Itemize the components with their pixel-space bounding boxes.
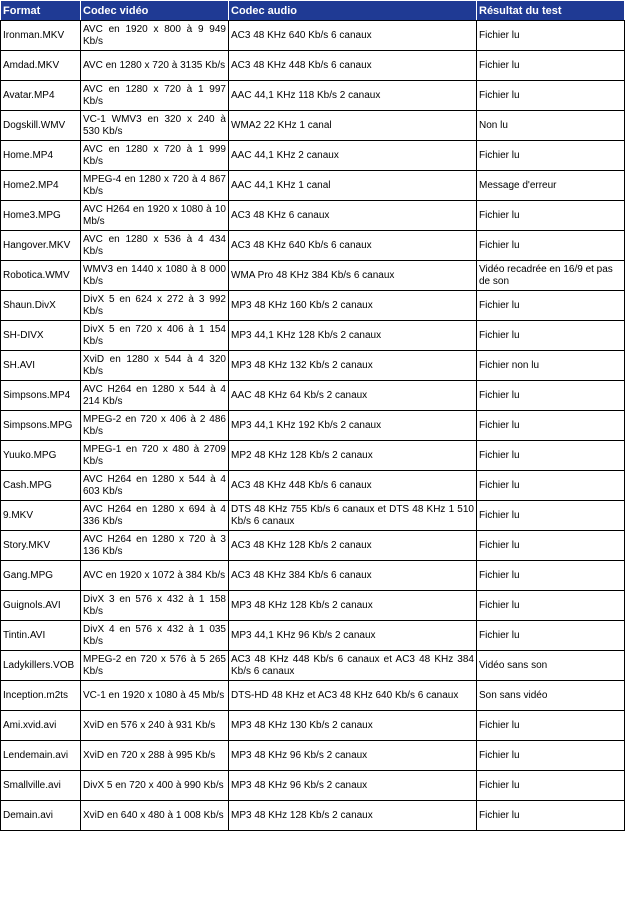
test-result-cell: Fichier lu xyxy=(477,471,625,501)
audio-codec-cell: AC3 48 KHz 128 Kb/s 2 canaux xyxy=(229,531,477,561)
test-result-cell: Fichier lu xyxy=(477,321,625,351)
audio-codec-cell: AAC 44,1 KHz 1 canal xyxy=(229,171,477,201)
header-test-result: Résultat du test xyxy=(477,1,625,21)
audio-codec-cell: AC3 48 KHz 640 Kb/s 6 canaux xyxy=(229,231,477,261)
test-result-cell: Fichier lu xyxy=(477,771,625,801)
video-codec-cell: DivX 4 en 576 x 432 à 1 035 Kb/s xyxy=(81,621,229,651)
test-result-cell: Fichier lu xyxy=(477,381,625,411)
table-row xyxy=(1,741,625,771)
table-row xyxy=(1,771,625,801)
format-cell: Ami.xvid.avi xyxy=(1,711,81,741)
format-cell: Home3.MPG xyxy=(1,201,81,231)
video-codec-cell: MPEG-2 en 720 x 576 à 5 265 Kb/s xyxy=(81,651,229,681)
video-codec-cell: AVC H264 en 1280 x 694 à 4 336 Kb/s xyxy=(81,501,229,531)
test-result-cell: Vidéo recadrée en 16/9 et pas de son xyxy=(477,261,625,291)
test-result-cell: Fichier lu xyxy=(477,501,625,531)
table-row xyxy=(1,351,625,381)
format-cell: Smallville.avi xyxy=(1,771,81,801)
audio-codec-cell: MP2 48 KHz 128 Kb/s 2 canaux xyxy=(229,441,477,471)
table-row xyxy=(1,411,625,441)
audio-codec-cell: AC3 48 KHz 6 canaux xyxy=(229,201,477,231)
table-row xyxy=(1,711,625,741)
test-result-cell: Fichier non lu xyxy=(477,351,625,381)
test-result-cell: Fichier lu xyxy=(477,801,625,831)
format-cell: Home.MP4 xyxy=(1,141,81,171)
format-cell: Shaun.DivX xyxy=(1,291,81,321)
audio-codec-cell: MP3 48 KHz 132 Kb/s 2 canaux xyxy=(229,351,477,381)
video-codec-cell: AVC en 1280 x 720 à 3135 Kb/s xyxy=(81,51,229,81)
audio-codec-cell: MP3 48 KHz 128 Kb/s 2 canaux xyxy=(229,801,477,831)
video-codec-cell: XviD en 640 x 480 à 1 008 Kb/s xyxy=(81,801,229,831)
test-result-cell: Fichier lu xyxy=(477,291,625,321)
video-codec-cell: XviD en 720 x 288 à 995 Kb/s xyxy=(81,741,229,771)
test-result-cell: Son sans vidéo xyxy=(477,681,625,711)
format-cell: Yuuko.MPG xyxy=(1,441,81,471)
table-row xyxy=(1,801,625,831)
table-row xyxy=(1,501,625,531)
test-result-cell: Fichier lu xyxy=(477,81,625,111)
audio-codec-cell: AC3 48 KHz 384 Kb/s 6 canaux xyxy=(229,561,477,591)
format-cell: Story.MKV xyxy=(1,531,81,561)
table-row xyxy=(1,591,625,621)
video-codec-cell: AVC H264 en 1280 x 544 à 4 603 Kb/s xyxy=(81,471,229,501)
table-row xyxy=(1,81,625,111)
format-cell: Amdad.MKV xyxy=(1,51,81,81)
test-result-cell: Fichier lu xyxy=(477,711,625,741)
video-codec-cell: AVC en 1280 x 536 à 4 434 Kb/s xyxy=(81,231,229,261)
audio-codec-cell: MP3 44,1 KHz 192 Kb/s 2 canaux xyxy=(229,411,477,441)
test-result-cell: Fichier lu xyxy=(477,621,625,651)
test-result-cell: Fichier lu xyxy=(477,561,625,591)
video-codec-cell: AVC en 1920 x 800 à 9 949 Kb/s xyxy=(81,21,229,51)
video-codec-cell: XviD en 576 x 240 à 931 Kb/s xyxy=(81,711,229,741)
test-result-cell: Fichier lu xyxy=(477,51,625,81)
audio-codec-cell: AC3 48 KHz 448 Kb/s 6 canaux et AC3 48 KHz 384 Kb/s 6 canaux xyxy=(229,651,477,681)
format-cell: Cash.MPG xyxy=(1,471,81,501)
audio-codec-cell: AC3 48 KHz 640 Kb/s 6 canaux xyxy=(229,21,477,51)
video-codec-cell: XviD en 1280 x 544 à 4 320 Kb/s xyxy=(81,351,229,381)
table-row xyxy=(1,291,625,321)
audio-codec-cell: DTS 48 KHz 755 Kb/s 6 canaux et DTS 48 KHz 1 510 Kb/s 6 canaux xyxy=(229,501,477,531)
audio-codec-cell: AAC 44,1 KHz 2 canaux xyxy=(229,141,477,171)
test-result-cell: Fichier lu xyxy=(477,201,625,231)
test-result-cell: Message d'erreur xyxy=(477,171,625,201)
table-row xyxy=(1,471,625,501)
format-cell: Ladykillers.VOB xyxy=(1,651,81,681)
video-codec-cell: VC-1 en 1920 x 1080 à 45 Mb/s xyxy=(81,681,229,711)
video-codec-cell: AVC en 1280 x 720 à 1 997 Kb/s xyxy=(81,81,229,111)
table-row xyxy=(1,621,625,651)
table-body xyxy=(1,21,625,831)
audio-codec-cell: WMA Pro 48 KHz 384 Kb/s 6 canaux xyxy=(229,261,477,291)
audio-codec-cell: DTS-HD 48 KHz et AC3 48 KHz 640 Kb/s 6 canaux xyxy=(229,681,477,711)
audio-codec-cell: AAC 48 KHz 64 Kb/s 2 canaux xyxy=(229,381,477,411)
audio-codec-cell: MP3 48 KHz 96 Kb/s 2 canaux xyxy=(229,771,477,801)
table-row xyxy=(1,531,625,561)
audio-codec-cell: AAC 44,1 KHz 118 Kb/s 2 canaux xyxy=(229,81,477,111)
video-codec-cell: MPEG-1 en 720 x 480 à 2709 Kb/s xyxy=(81,441,229,471)
format-cell: SH-DIVX xyxy=(1,321,81,351)
test-result-cell: Non lu xyxy=(477,111,625,141)
test-result-cell: Fichier lu xyxy=(477,741,625,771)
table-row xyxy=(1,21,625,51)
table-row xyxy=(1,201,625,231)
format-cell: Dogskill.WMV xyxy=(1,111,81,141)
format-cell: 9.MKV xyxy=(1,501,81,531)
table-row xyxy=(1,381,625,411)
video-codec-cell: MPEG-4 en 1280 x 720 à 4 867 Kb/s xyxy=(81,171,229,201)
test-result-cell: Fichier lu xyxy=(477,231,625,261)
format-cell: Guignols.AVI xyxy=(1,591,81,621)
table-row xyxy=(1,141,625,171)
video-codec-cell: AVC H264 en 1920 x 1080 à 10 Mb/s xyxy=(81,201,229,231)
table-row xyxy=(1,231,625,261)
test-result-cell: Fichier lu xyxy=(477,141,625,171)
header-format: Format xyxy=(1,1,81,21)
video-codec-cell: AVC H264 en 1280 x 720 à 3 136 Kb/s xyxy=(81,531,229,561)
header-audio-codec: Codec audio xyxy=(229,1,477,21)
format-cell: SH.AVI xyxy=(1,351,81,381)
video-codec-cell: WMV3 en 1440 x 1080 à 8 000 Kb/s xyxy=(81,261,229,291)
video-codec-cell: AVC en 1920 x 1072 à 384 Kb/s xyxy=(81,561,229,591)
table-row xyxy=(1,651,625,681)
format-cell: Lendemain.avi xyxy=(1,741,81,771)
test-result-cell: Fichier lu xyxy=(477,411,625,441)
table-row xyxy=(1,111,625,141)
video-codec-cell: DivX 5 en 720 x 406 à 1 154 Kb/s xyxy=(81,321,229,351)
header-video-codec: Codec vidéo xyxy=(81,1,229,21)
video-codec-cell: AVC en 1280 x 720 à 1 999 Kb/s xyxy=(81,141,229,171)
table-row xyxy=(1,171,625,201)
audio-codec-cell: MP3 44,1 KHz 96 Kb/s 2 canaux xyxy=(229,621,477,651)
audio-codec-cell: AC3 48 KHz 448 Kb/s 6 canaux xyxy=(229,471,477,501)
format-cell: Ironman.MKV xyxy=(1,21,81,51)
audio-codec-cell: AC3 48 KHz 448 Kb/s 6 canaux xyxy=(229,51,477,81)
audio-codec-cell: MP3 44,1 KHz 128 Kb/s 2 canaux xyxy=(229,321,477,351)
format-cell: Inception.m2ts xyxy=(1,681,81,711)
format-cell: Demain.avi xyxy=(1,801,81,831)
audio-codec-cell: MP3 48 KHz 160 Kb/s 2 canaux xyxy=(229,291,477,321)
table-row xyxy=(1,681,625,711)
format-cell: Gang.MPG xyxy=(1,561,81,591)
test-result-cell: Fichier lu xyxy=(477,441,625,471)
test-result-cell: Fichier lu xyxy=(477,531,625,561)
video-codec-cell: VC-1 WMV3 en 320 x 240 à 530 Kb/s xyxy=(81,111,229,141)
header-row xyxy=(1,1,625,21)
test-result-cell: Fichier lu xyxy=(477,21,625,51)
format-cell: Avatar.MP4 xyxy=(1,81,81,111)
format-cell: Simpsons.MP4 xyxy=(1,381,81,411)
video-codec-cell: AVC H264 en 1280 x 544 à 4 214 Kb/s xyxy=(81,381,229,411)
video-codec-cell: DivX 5 en 624 x 272 à 3 992 Kb/s xyxy=(81,291,229,321)
test-result-cell: Vidéo sans son xyxy=(477,651,625,681)
table-row xyxy=(1,51,625,81)
audio-codec-cell: MP3 48 KHz 128 Kb/s 2 canaux xyxy=(229,591,477,621)
table-row xyxy=(1,321,625,351)
table-row xyxy=(1,441,625,471)
format-cell: Tintin.AVI xyxy=(1,621,81,651)
audio-codec-cell: MP3 48 KHz 96 Kb/s 2 canaux xyxy=(229,741,477,771)
format-cell: Hangover.MKV xyxy=(1,231,81,261)
format-cell: Robotica.WMV xyxy=(1,261,81,291)
audio-codec-cell: MP3 48 KHz 130 Kb/s 2 canaux xyxy=(229,711,477,741)
format-cell: Simpsons.MPG xyxy=(1,411,81,441)
test-result-cell: Fichier lu xyxy=(477,591,625,621)
video-codec-cell: DivX 5 en 720 x 400 à 990 Kb/s xyxy=(81,771,229,801)
format-cell: Home2.MP4 xyxy=(1,171,81,201)
video-codec-cell: DivX 3 en 576 x 432 à 1 158 Kb/s xyxy=(81,591,229,621)
audio-codec-cell: WMA2 22 KHz 1 canal xyxy=(229,111,477,141)
video-codec-cell: MPEG-2 en 720 x 406 à 2 486 Kb/s xyxy=(81,411,229,441)
table-row xyxy=(1,561,625,591)
table-row xyxy=(1,261,625,291)
